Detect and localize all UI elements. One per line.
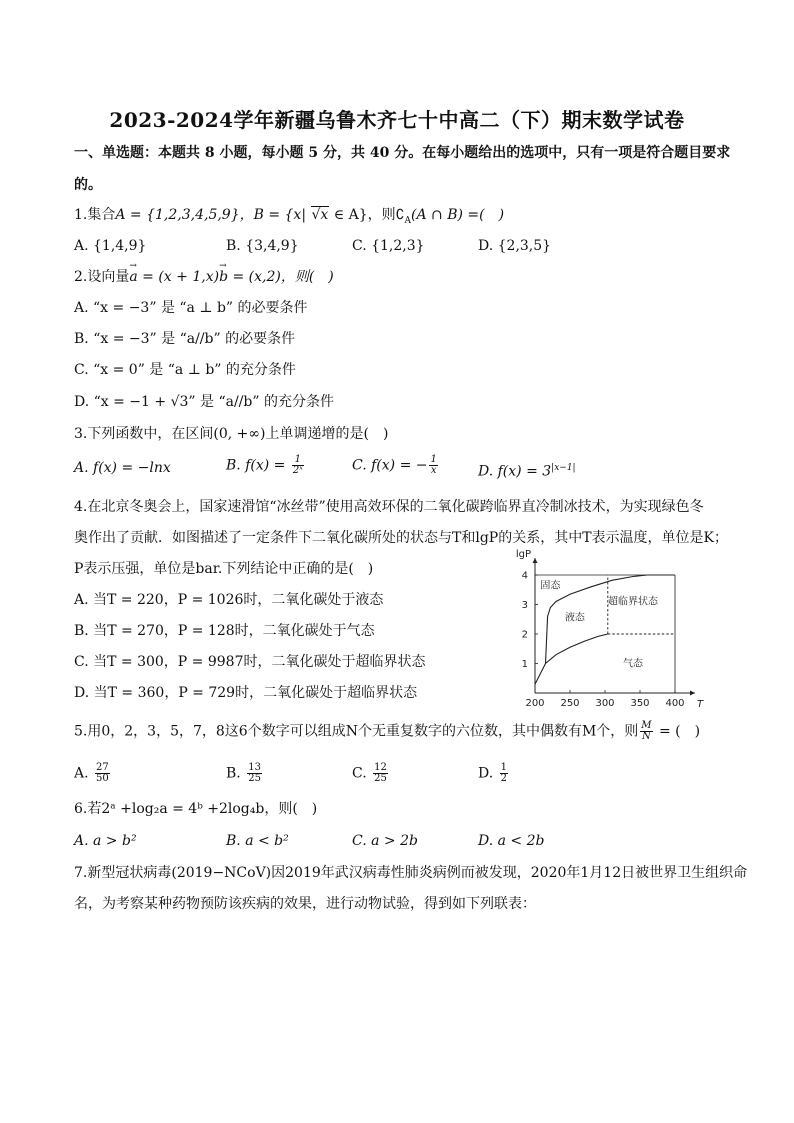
q5-stem-den: N: [642, 731, 651, 742]
q5-option-c-den: 25: [374, 773, 387, 784]
q2-option-a[interactable]: A. “x = −3” 是 “a ⊥ b” 的必要条件: [74, 300, 308, 316]
q4-option-c[interactable]: C. 当T = 300，P = 9987时，二氧化碳处于超临界状态: [74, 654, 426, 670]
q5-option-b[interactable]: [226, 763, 264, 784]
phase-diagram-chart: [500, 548, 710, 713]
q1-stem: [74, 205, 504, 231]
q5-stem-end: = ( ): [654, 723, 701, 740]
x-axis-label: T: [697, 699, 704, 710]
region-label: 固态: [540, 580, 561, 592]
q6-option-c[interactable]: C. a > 2b: [352, 833, 418, 849]
q4-line-1: 4.在北京冬奥会上，国家速滑馆“冰丝带”使用高效环保的二氧化碳跨临界直冷制冰技术，为实现绿色冬: [74, 499, 704, 515]
q2-stem: [74, 267, 334, 287]
q3-option-b-den: 2ˣ: [292, 465, 303, 476]
x-axis-arrow: [690, 691, 695, 696]
q4-option-a[interactable]: A. 当T = 220，P = 1026时，二氧化碳处于液态: [74, 592, 384, 608]
q5-option-d[interactable]: [478, 763, 510, 784]
q3-option-b-fraction: [292, 455, 304, 476]
q3-option-b[interactable]: [226, 455, 306, 476]
region-label: 超临界状态: [608, 596, 658, 608]
q3-option-a[interactable]: A. f(x) = −lnx: [74, 460, 171, 476]
q6-option-b[interactable]: B. a < b²: [226, 833, 289, 849]
q1-stem-b: A = {1,2,3,4,5,9}，B = {x|: [115, 207, 311, 223]
q5-option-c-label: C.: [352, 765, 372, 782]
x-tick-label: 300: [595, 698, 615, 709]
q5-stem-fraction: [640, 721, 652, 742]
q1-option-c[interactable]: C. {1,2,3}: [352, 238, 425, 254]
q5-option-a-label: A.: [74, 765, 94, 782]
q5-stem-num: M: [641, 720, 652, 731]
q5-option-b-label: B.: [226, 765, 246, 782]
q5-option-a[interactable]: [74, 763, 112, 784]
section-heading: 一、单选题：本题共 8 小题，每小题 5 分，共 40 分。在每小题给出的选项中，只有一项是符合题目要求: [74, 145, 731, 161]
q5-option-a-num: 27: [96, 762, 109, 773]
q1-stem-a: 1.集合: [74, 207, 116, 223]
q3-option-c-fraction: [429, 455, 437, 476]
q4-option-d[interactable]: D. 当T = 360，P = 729时，二氧化碳处于超临界状态: [74, 685, 418, 701]
q2-vector-a: → a: [129, 267, 137, 287]
q6-option-d[interactable]: D. a < 2b: [478, 833, 545, 849]
y-tick-label: 3: [521, 600, 528, 611]
y-axis-arrow: [533, 558, 538, 563]
x-tick-label: 400: [665, 698, 685, 709]
q3-option-d[interactable]: [478, 458, 576, 482]
q5-option-a-fraction: [95, 763, 110, 784]
q3-option-c-text: C. f(x) = −: [352, 457, 428, 474]
q1-stem-c: ∈ A}，则∁: [329, 207, 405, 223]
q1-sqrt-arg: x: [320, 207, 329, 223]
q3-option-b-text: B. f(x) =: [226, 457, 290, 474]
y-tick-label: 2: [521, 629, 528, 641]
q3-option-c[interactable]: [352, 455, 440, 476]
q5-option-c-fraction: [373, 763, 388, 784]
q5-stem: [74, 721, 700, 742]
q5-option-b-den: 25: [248, 773, 261, 784]
q4-line-3: P表示压强，单位是bar.下列结论中正确的是( ): [74, 561, 374, 577]
region-label: 气态: [623, 658, 643, 670]
q5-option-b-fraction: [247, 763, 262, 784]
q1-sqrt: √x: [311, 207, 329, 223]
q7-line-1: 7.新型冠状病毒(2019−NCoV)因2019年武汉病毒性肺炎病例而被发现，2020年1月12日被世界卫生组织命: [74, 865, 748, 881]
q3-option-d-text: D. f(x) = 3: [478, 463, 552, 480]
y-axis-label: lgP: [515, 549, 531, 560]
q2-option-b[interactable]: B. “x = −3” 是 “a//b” 的必要条件: [74, 331, 296, 347]
x-tick-label: 350: [630, 698, 650, 709]
q1-option-b[interactable]: B. {3,4,9}: [226, 238, 299, 254]
q5-option-d-den: 2: [500, 773, 508, 784]
q6-stem: 6.若2ᵃ +log₂a = 4ᵇ +2log₄b，则( ): [74, 801, 318, 817]
q1-stem-d: (A ∩ B) =( ): [411, 207, 505, 223]
q5-option-d-num: 1: [500, 762, 508, 773]
q1-option-a[interactable]: A. {1,4,9}: [74, 238, 147, 254]
section-heading-cont: 的。: [74, 177, 102, 193]
q6-option-a[interactable]: A. a > b²: [74, 833, 137, 849]
x-tick-label: 250: [560, 698, 580, 709]
q5-stem-text: 5.用0，2，3，5，7，8这6个数字可以组成N个无重复数字的六位数，其中偶数有M个，则: [74, 723, 639, 740]
q2-stem-c: = (x + 1,x): [137, 269, 220, 285]
q2-vector-b: → b: [219, 267, 228, 287]
q2-stem-e: = (x,2)，则( ): [228, 269, 334, 285]
exam-title: 2023-2024学年新疆乌鲁木齐七十中高二（下）期末数学试卷: [109, 108, 685, 132]
q3-option-c-den: x: [430, 465, 437, 476]
q4-option-b[interactable]: B. 当T = 270，P = 128时，二氧化碳处于气态: [74, 623, 375, 639]
q3-stem: 3.下列函数中，在区间(0, +∞)上单调递增的是( ): [74, 426, 389, 442]
q3-option-d-sup: |x−1|: [551, 463, 576, 473]
q5-option-d-label: D.: [478, 765, 498, 782]
q5-option-d-fraction: [500, 763, 508, 784]
q4-line-2: 奥作出了贡献．如图描述了一定条件下二氧化碳所处的状态与T和lgP的关系，其中T表示温度，单位是K；: [74, 530, 728, 546]
q1-stem-sub: A: [404, 215, 412, 226]
q5-option-a-den: 50: [96, 773, 109, 784]
q2-option-d[interactable]: D. “x = −1 + √3” 是 “a//b” 的充分条件: [74, 394, 334, 410]
q7-line-2: 名，为考察某种药物预防该疾病的效果，进行动物试验，得到如下列联表：: [74, 896, 536, 912]
q1-option-d[interactable]: D. {2,3,5}: [478, 238, 552, 254]
q5-option-b-num: 13: [248, 762, 261, 773]
q5-option-c-num: 12: [374, 762, 387, 773]
region-label: 液态: [564, 612, 585, 624]
x-tick-label: 200: [525, 698, 545, 709]
y-tick-label: 1: [521, 659, 528, 670]
y-tick-label: 4: [521, 570, 528, 582]
q3-option-b-num: 1: [292, 455, 304, 466]
q3-option-c-num: 1: [430, 454, 437, 465]
q2-option-c[interactable]: C. “x = 0” 是 “a ⊥ b” 的充分条件: [74, 362, 296, 378]
q5-option-c[interactable]: [352, 763, 390, 784]
q2-stem-a: 2.设向量: [74, 269, 130, 285]
